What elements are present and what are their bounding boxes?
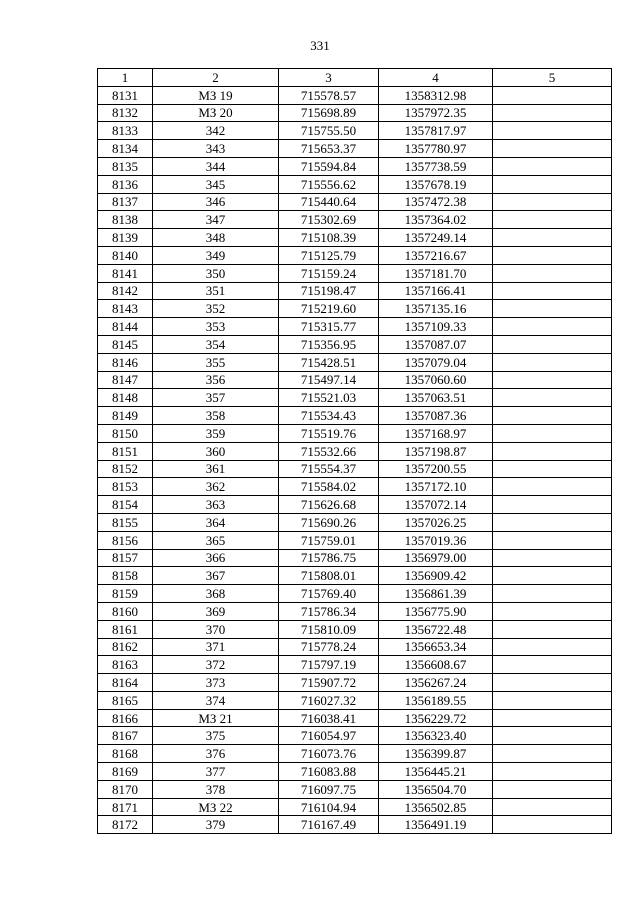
table-row [98,407,612,425]
table-cell: 8144 [98,318,153,336]
table-cell: 8167 [98,727,153,745]
table-row [98,745,612,763]
table-cell: 8140 [98,246,153,264]
table-row [98,674,612,692]
table-cell: 8133 [98,122,153,140]
table-cell: 715907.72 [279,674,379,692]
table-cell: 1356504.70 [379,780,493,798]
table-cell: 715653.37 [279,140,379,158]
table-cell: 8151 [98,442,153,460]
table-cell: 354 [153,335,279,353]
table-cell: 374 [153,691,279,709]
table-cell: 8141 [98,264,153,282]
table-row [98,780,612,798]
table-cell: 715125.79 [279,246,379,264]
table-cell: 715578.57 [279,86,379,104]
table-cell: 8158 [98,567,153,585]
table-cell: 376 [153,745,279,763]
table-cell [493,727,612,745]
table-cell: 345 [153,175,279,193]
table-cell [493,763,612,781]
table-cell: 8159 [98,585,153,603]
table-cell: 8156 [98,531,153,549]
table-cell: 716038.41 [279,709,379,727]
table-cell: 359 [153,424,279,442]
table-cell [493,745,612,763]
table-cell: 715532.66 [279,442,379,460]
table-cell: 1356909.42 [379,567,493,585]
column-header: 3 [279,69,379,87]
table-cell: 8146 [98,353,153,371]
table-cell: 715356.95 [279,335,379,353]
table-cell: 377 [153,763,279,781]
table-cell: 355 [153,353,279,371]
table-cell [493,442,612,460]
table-cell: 715554.37 [279,460,379,478]
table-cell [493,407,612,425]
table-cell: 1356722.48 [379,620,493,638]
table-cell: 8152 [98,460,153,478]
table-cell [493,674,612,692]
table-cell [493,229,612,247]
table-cell: 716167.49 [279,816,379,834]
table-cell [493,549,612,567]
table-row [98,478,612,496]
table-cell: 716027.32 [279,691,379,709]
table-cell: 353 [153,318,279,336]
table-cell [493,86,612,104]
table-cell: 715519.76 [279,424,379,442]
table-cell: 361 [153,460,279,478]
table-cell: 1357249.14 [379,229,493,247]
table-cell: 1357678.19 [379,175,493,193]
table-row [98,246,612,264]
table-cell: МЗ 22 [153,798,279,816]
table-cell: 367 [153,567,279,585]
table-cell: 8153 [98,478,153,496]
table-cell [493,104,612,122]
table-row [98,763,612,781]
table-row [98,496,612,514]
table-cell: 372 [153,656,279,674]
table-row [98,157,612,175]
table-cell: 350 [153,264,279,282]
table-cell: 715594.84 [279,157,379,175]
table-cell: 8157 [98,549,153,567]
table-cell: 1357738.59 [379,157,493,175]
table-header [98,69,612,87]
table-cell: 8137 [98,193,153,211]
table-cell [493,496,612,514]
table-cell: 8131 [98,86,153,104]
column-header: 4 [379,69,493,87]
table-row [98,335,612,353]
table-cell: 715108.39 [279,229,379,247]
table-cell: 1357200.55 [379,460,493,478]
table-cell: 1356861.39 [379,585,493,603]
table-cell [493,602,612,620]
table-cell: 8154 [98,496,153,514]
table-cell: 715810.09 [279,620,379,638]
table-cell: 1357079.04 [379,353,493,371]
table-cell: 8160 [98,602,153,620]
table-cell: 716073.76 [279,745,379,763]
page-number: 331 [310,38,330,53]
table-cell: 8132 [98,104,153,122]
table-row [98,282,612,300]
table-cell: 1356491.19 [379,816,493,834]
table-cell: 362 [153,478,279,496]
table-cell [493,246,612,264]
table-cell: 8155 [98,513,153,531]
table-cell: 8163 [98,656,153,674]
table-row [98,513,612,531]
table-cell: 1356267.24 [379,674,493,692]
table-cell [493,816,612,834]
table-cell: 8168 [98,745,153,763]
table-row [98,620,612,638]
table-cell [493,460,612,478]
table-cell: 715759.01 [279,531,379,549]
table-cell: 715786.34 [279,602,379,620]
table-cell: 1357181.70 [379,264,493,282]
table-cell: 1357172.10 [379,478,493,496]
table-cell: 346 [153,193,279,211]
table-cell: 8136 [98,175,153,193]
table-row [98,389,612,407]
table-cell: 1356445.21 [379,763,493,781]
table-cell: 342 [153,122,279,140]
table-cell [493,780,612,798]
table-cell [493,140,612,158]
table-row [98,264,612,282]
table-cell: 8172 [98,816,153,834]
table-row [98,798,612,816]
table-cell: 1357087.07 [379,335,493,353]
table-cell: 716104.94 [279,798,379,816]
table-row [98,211,612,229]
table-cell [493,585,612,603]
table-row [98,727,612,745]
table-cell: 343 [153,140,279,158]
table-cell: 1358312.98 [379,86,493,104]
table-cell: 715302.69 [279,211,379,229]
table-cell: 1356502.85 [379,798,493,816]
table-row [98,691,612,709]
table-cell: 1357109.33 [379,318,493,336]
table-cell: 8166 [98,709,153,727]
table-cell: 715797.19 [279,656,379,674]
table-cell: 348 [153,229,279,247]
table-cell: 715808.01 [279,567,379,585]
table-cell: 365 [153,531,279,549]
table-cell [493,638,612,656]
table-cell: 715786.75 [279,549,379,567]
table-cell: 8142 [98,282,153,300]
table-cell: 364 [153,513,279,531]
table-row [98,442,612,460]
table-row [98,567,612,585]
table-cell: 715690.26 [279,513,379,531]
table-row [98,709,612,727]
table-cell: 1357198.87 [379,442,493,460]
table-cell: 352 [153,300,279,318]
table-cell: 371 [153,638,279,656]
table-cell [493,211,612,229]
table-cell [493,798,612,816]
table-cell [493,264,612,282]
table-cell: 715698.89 [279,104,379,122]
table-cell [493,691,612,709]
table-cell: 8148 [98,389,153,407]
table-cell [493,282,612,300]
table-cell: 1357087.36 [379,407,493,425]
table-cell: МЗ 21 [153,709,279,727]
table-cell [493,567,612,585]
table-cell: 347 [153,211,279,229]
table-cell: 356 [153,371,279,389]
table-cell: 715198.47 [279,282,379,300]
table-cell: МЗ 19 [153,86,279,104]
table-cell: 716083.88 [279,763,379,781]
table-cell: 1357060.60 [379,371,493,389]
table-cell: 357 [153,389,279,407]
column-header: 1 [98,69,153,87]
table-cell: 349 [153,246,279,264]
table-cell: 1357972.35 [379,104,493,122]
table-cell [493,656,612,674]
table-cell: 716097.75 [279,780,379,798]
header-row [98,69,612,87]
table-cell: 351 [153,282,279,300]
table-cell: 8139 [98,229,153,247]
table-cell: 1357216.67 [379,246,493,264]
table-row [98,353,612,371]
table-cell: 1356608.67 [379,656,493,674]
column-header: 5 [493,69,612,87]
table-row [98,531,612,549]
table-cell: 715315.77 [279,318,379,336]
table-row [98,229,612,247]
table-cell [493,300,612,318]
coordinates-table [97,68,612,834]
table-cell: 1356189.55 [379,691,493,709]
table-row [98,638,612,656]
table-cell: 1357072.14 [379,496,493,514]
table-cell: 715584.02 [279,478,379,496]
table-cell [493,531,612,549]
table-cell [493,318,612,336]
table-cell: 1356323.40 [379,727,493,745]
table-cell: 715497.14 [279,371,379,389]
table-cell: 1356775.90 [379,602,493,620]
table-cell: 360 [153,442,279,460]
table-cell: 1357166.41 [379,282,493,300]
table-cell [493,335,612,353]
table-cell [493,424,612,442]
table-cell [493,478,612,496]
table-cell [493,157,612,175]
table-cell: 1357472.38 [379,193,493,211]
table-cell: 715755.50 [279,122,379,140]
table-cell: 369 [153,602,279,620]
table-cell: 8171 [98,798,153,816]
table-cell: 715521.03 [279,389,379,407]
table-row [98,549,612,567]
table-cell: 1357364.02 [379,211,493,229]
table-cell: 715626.68 [279,496,379,514]
table-cell: 8150 [98,424,153,442]
table-cell: 8149 [98,407,153,425]
table-row [98,86,612,104]
table-cell: 1356399.87 [379,745,493,763]
table-cell: 715428.51 [279,353,379,371]
table-cell: 8147 [98,371,153,389]
table-cell [493,175,612,193]
table-cell: 1357019.36 [379,531,493,549]
table-cell: 370 [153,620,279,638]
table-cell: 715440.64 [279,193,379,211]
table-row [98,371,612,389]
table-row [98,424,612,442]
table-row [98,122,612,140]
table-row [98,193,612,211]
column-header: 2 [153,69,279,87]
table-cell: 715159.24 [279,264,379,282]
table-cell: 1357168.97 [379,424,493,442]
table-cell: 716054.97 [279,727,379,745]
table-row [98,816,612,834]
table-cell: 378 [153,780,279,798]
table-cell: 1356979.00 [379,549,493,567]
table-cell: 358 [153,407,279,425]
table-cell [493,620,612,638]
table-cell: 8143 [98,300,153,318]
table-cell [493,513,612,531]
table-cell [493,371,612,389]
table-cell: 373 [153,674,279,692]
table-row [98,656,612,674]
table-cell [493,389,612,407]
table-body [98,86,612,833]
table-cell: 375 [153,727,279,745]
table-cell: 1357817.97 [379,122,493,140]
table-cell: 363 [153,496,279,514]
table-cell [493,193,612,211]
table-cell: 715769.40 [279,585,379,603]
table-cell: 8170 [98,780,153,798]
table-cell: 379 [153,816,279,834]
table-cell: 8138 [98,211,153,229]
table-cell: 344 [153,157,279,175]
table-cell: 1356229.72 [379,709,493,727]
table-cell: 1357063.51 [379,389,493,407]
table-cell: 1357026.25 [379,513,493,531]
table-cell: 8165 [98,691,153,709]
table-row [98,602,612,620]
table-cell: 366 [153,549,279,567]
table-row [98,585,612,603]
table-row [98,318,612,336]
table-cell: 715556.62 [279,175,379,193]
table-cell [493,122,612,140]
table-cell: 8134 [98,140,153,158]
table-cell: 8162 [98,638,153,656]
table-cell: 8135 [98,157,153,175]
table-cell: МЗ 20 [153,104,279,122]
table-row [98,300,612,318]
table-row [98,460,612,478]
table-cell: 1357780.97 [379,140,493,158]
table-cell: 368 [153,585,279,603]
table-cell: 8169 [98,763,153,781]
table-row [98,140,612,158]
table-row [98,104,612,122]
table-cell [493,353,612,371]
table-cell: 8164 [98,674,153,692]
table-cell: 1357135.16 [379,300,493,318]
table-cell: 715219.60 [279,300,379,318]
table-cell: 8145 [98,335,153,353]
table-row [98,175,612,193]
table-cell: 1356653.34 [379,638,493,656]
table-cell [493,709,612,727]
table-cell: 8161 [98,620,153,638]
table-cell: 715534.43 [279,407,379,425]
table-cell: 715778.24 [279,638,379,656]
